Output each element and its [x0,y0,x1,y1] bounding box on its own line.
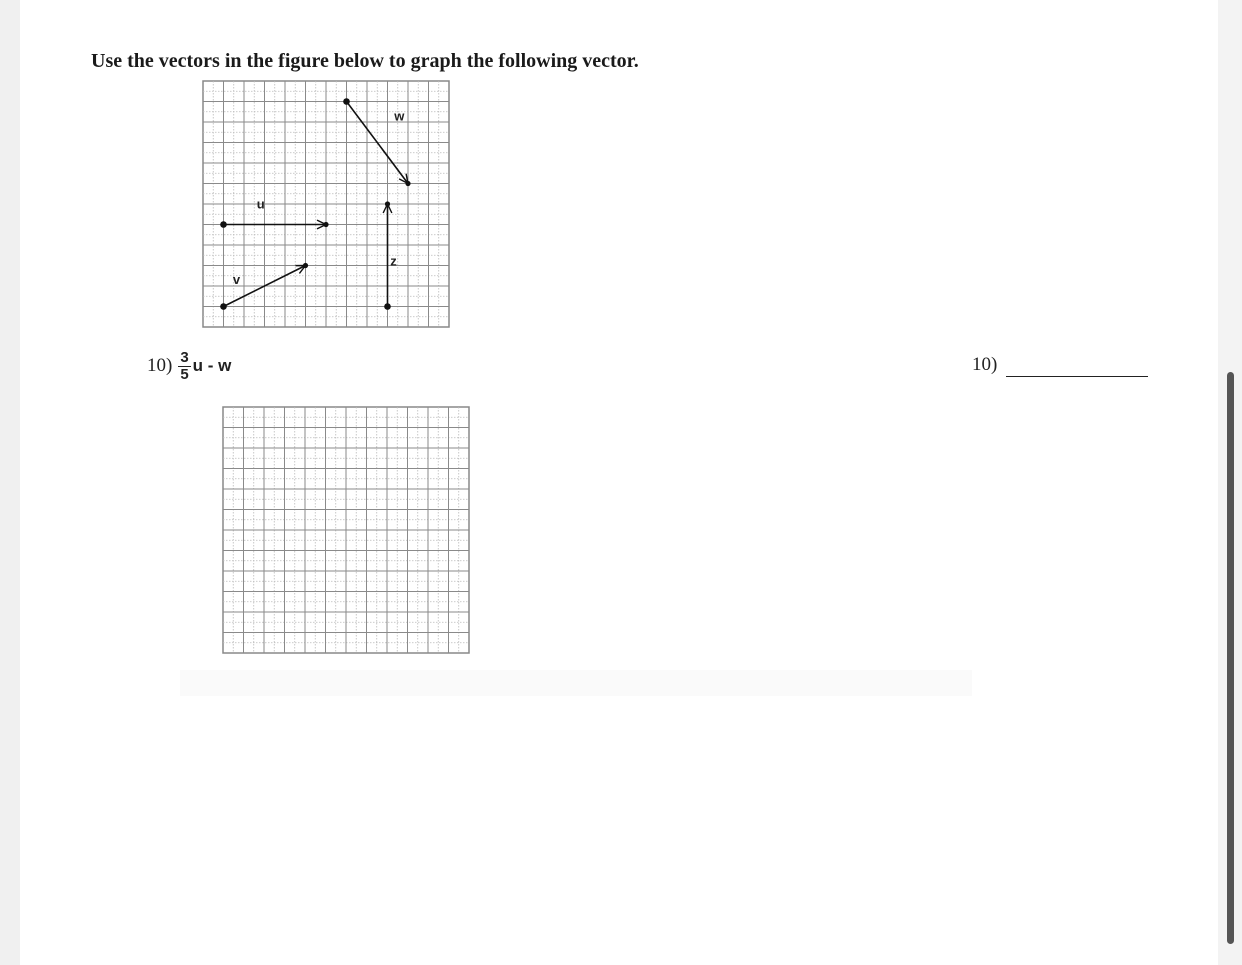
expression-text: u - w [192,356,232,375]
vector-z-tail [384,303,391,310]
answer-line[interactable] [1006,376,1148,377]
vector-u-label: u [256,196,265,212]
vector-v-label: v [232,272,241,287]
vector-z-label: z [390,253,397,269]
vector-figure [200,78,452,332]
coefficient-fraction [178,350,190,383]
problem-number: 10) [147,355,173,376]
vector-w-tail [343,98,350,105]
vector-u-tail [220,221,227,228]
answer-grid[interactable] [220,404,472,658]
scrollbar-thumb[interactable] [1227,372,1234,944]
fraction-denominator: 5 [180,365,189,383]
fraction-numerator: 3 [180,348,189,366]
page-band [180,670,972,696]
vector-w-label: w [394,108,405,124]
vector-v-tail [220,303,227,310]
problem-10 [147,344,231,388]
instruction-text: Use the vectors in the figure below to graph the following vector. [91,50,639,72]
answer-label: 10) [972,354,998,375]
scrollbar[interactable] [1218,0,1242,965]
